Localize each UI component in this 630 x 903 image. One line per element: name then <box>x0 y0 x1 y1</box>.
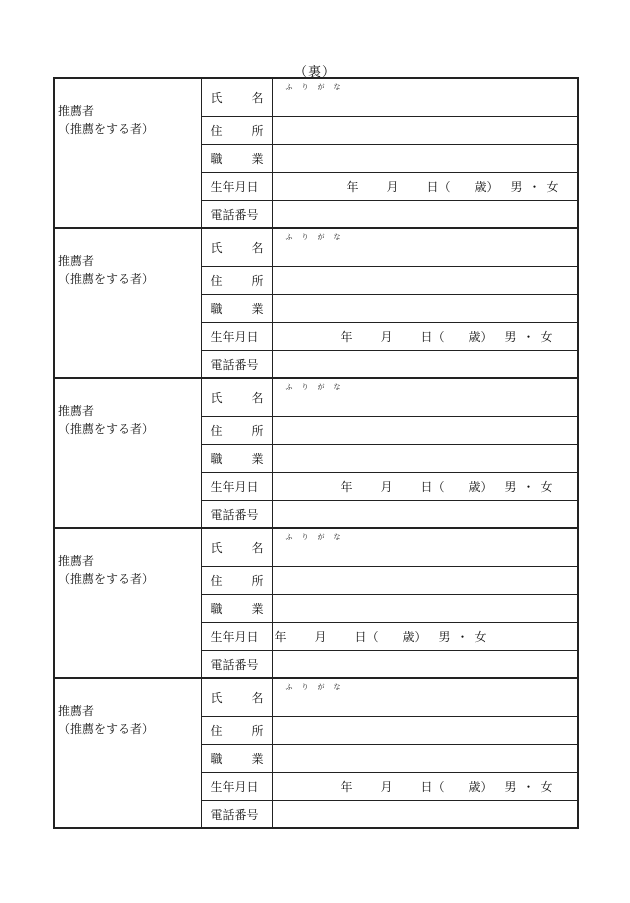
sex-male-option[interactable]: 男 <box>504 780 517 794</box>
address-label: 住 所 <box>201 267 272 295</box>
phone-label: 電話番号 <box>201 201 272 229</box>
recommender-label: 推薦者 <box>58 554 95 568</box>
birthdate-label: 生年月日 <box>201 173 272 201</box>
recommender-1-phone-field[interactable] <box>272 201 578 229</box>
recommender-5-phone-field[interactable] <box>272 801 578 829</box>
recommender-label: 推薦者 <box>58 104 95 118</box>
occupation-label: 職 業 <box>201 595 272 623</box>
recommender-5-name-field[interactable] <box>272 678 578 717</box>
furigana-label: ふ り が な <box>285 83 341 91</box>
recommender-label: 推薦者 <box>58 254 95 268</box>
recommender-1-birthdate-field[interactable] <box>272 173 578 201</box>
recommender-5-birthdate-field[interactable] <box>272 773 578 801</box>
recommender-3-address-field[interactable] <box>272 417 578 445</box>
sex-female-option[interactable]: 女 <box>540 330 553 344</box>
day-label: 日（ <box>420 480 445 494</box>
phone-label: 電話番号 <box>201 351 272 379</box>
age-label: 歳） <box>468 780 493 794</box>
sex-separator: ・ <box>456 630 469 644</box>
recommender-2-name-row <box>54 228 578 267</box>
birthdate-label: 生年月日 <box>201 323 272 351</box>
day-label: 日（ <box>354 630 379 644</box>
sex-separator: ・ <box>522 780 535 794</box>
sex-female-option[interactable]: 女 <box>540 480 553 494</box>
recommender-2-address-field[interactable] <box>272 267 578 295</box>
recommender-1-heading <box>54 78 201 228</box>
phone-label: 電話番号 <box>201 501 272 529</box>
recommender-4-birthdate-field[interactable] <box>272 623 578 651</box>
year-label: 年 <box>340 330 353 344</box>
recommender-sub-label: （推薦をする者） <box>58 422 155 436</box>
year-label: 年 <box>346 180 359 194</box>
recommender-2-name-field[interactable] <box>272 228 578 267</box>
year-label: 年 <box>340 780 353 794</box>
month-label: 月 <box>380 480 393 494</box>
recommender-1-name-field[interactable] <box>272 78 578 117</box>
address-label: 住 所 <box>201 417 272 445</box>
age-label: 歳） <box>468 480 493 494</box>
sex-female-option[interactable]: 女 <box>546 180 559 194</box>
recommender-3-name-row <box>54 378 578 417</box>
recommender-5-heading <box>54 678 201 828</box>
name-label: 氏 名 <box>201 228 272 267</box>
month-label: 月 <box>314 630 327 644</box>
recommender-sub-label: （推薦をする者） <box>58 722 155 736</box>
recommender-3-occupation-field[interactable] <box>272 445 578 473</box>
occupation-label: 職 業 <box>201 445 272 473</box>
address-label: 住 所 <box>201 567 272 595</box>
furigana-label: ふ り が な <box>285 383 341 391</box>
recommender-label: 推薦者 <box>58 404 95 418</box>
recommender-2-birthdate-field[interactable] <box>272 323 578 351</box>
address-label: 住 所 <box>201 117 272 145</box>
sex-separator: ・ <box>528 180 541 194</box>
recommender-2-phone-field[interactable] <box>272 351 578 379</box>
occupation-label: 職 業 <box>201 295 272 323</box>
furigana-label: ふ り が な <box>285 683 341 691</box>
sex-female-option[interactable]: 女 <box>474 630 487 644</box>
recommender-4-address-field[interactable] <box>272 567 578 595</box>
day-label: 日（ <box>420 780 445 794</box>
recommender-sub-label: （推薦をする者） <box>58 572 155 586</box>
name-label: 氏 名 <box>201 378 272 417</box>
sex-separator: ・ <box>522 330 535 344</box>
age-label: 歳） <box>402 630 427 644</box>
recommender-1-address-field[interactable] <box>272 117 578 145</box>
recommender-2-occupation-field[interactable] <box>272 295 578 323</box>
birthdate-label: 生年月日 <box>201 473 272 501</box>
birthdate-label: 生年月日 <box>201 623 272 651</box>
furigana-label: ふ り が な <box>285 533 341 541</box>
recommender-4-name-row <box>54 528 578 567</box>
recommender-3-phone-field[interactable] <box>272 501 578 529</box>
recommender-1-occupation-field[interactable] <box>272 145 578 173</box>
sex-female-option[interactable]: 女 <box>540 780 553 794</box>
age-label: 歳） <box>468 330 493 344</box>
phone-label: 電話番号 <box>201 801 272 829</box>
sex-separator: ・ <box>522 480 535 494</box>
recommender-1-name-row <box>54 78 578 117</box>
month-label: 月 <box>380 780 393 794</box>
name-label: 氏 名 <box>201 528 272 567</box>
recommender-4-heading <box>54 528 201 678</box>
recommender-5-occupation-field[interactable] <box>272 745 578 773</box>
recommender-5-name-row <box>54 678 578 717</box>
year-label: 年 <box>274 630 287 644</box>
recommender-3-heading <box>54 378 201 528</box>
year-label: 年 <box>340 480 353 494</box>
sex-male-option[interactable]: 男 <box>504 330 517 344</box>
occupation-label: 職 業 <box>201 745 272 773</box>
recommender-form <box>53 77 579 829</box>
month-label: 月 <box>386 180 399 194</box>
recommender-4-name-field[interactable] <box>272 528 578 567</box>
sex-male-option[interactable]: 男 <box>510 180 523 194</box>
day-label: 日（ <box>426 180 451 194</box>
recommender-label: 推薦者 <box>58 704 95 718</box>
recommender-5-address-field[interactable] <box>272 717 578 745</box>
recommender-4-occupation-field[interactable] <box>272 595 578 623</box>
birthdate-label: 生年月日 <box>201 773 272 801</box>
age-label: 歳） <box>474 180 499 194</box>
name-label: 氏 名 <box>201 678 272 717</box>
page-title: （裏） <box>293 65 336 80</box>
address-label: 住 所 <box>201 717 272 745</box>
recommender-sub-label: （推薦をする者） <box>58 272 155 286</box>
recommender-3-birthdate-field[interactable] <box>272 473 578 501</box>
furigana-label: ふ り が な <box>285 233 341 241</box>
sex-male-option[interactable]: 男 <box>504 480 517 494</box>
sex-male-option[interactable]: 男 <box>438 630 451 644</box>
recommender-2-heading <box>54 228 201 378</box>
month-label: 月 <box>380 330 393 344</box>
day-label: 日（ <box>420 330 445 344</box>
recommender-sub-label: （推薦をする者） <box>58 122 155 136</box>
recommender-3-name-field[interactable] <box>272 378 578 417</box>
name-label: 氏 名 <box>201 78 272 117</box>
occupation-label: 職 業 <box>201 145 272 173</box>
recommender-4-phone-field[interactable] <box>272 651 578 679</box>
phone-label: 電話番号 <box>201 651 272 679</box>
